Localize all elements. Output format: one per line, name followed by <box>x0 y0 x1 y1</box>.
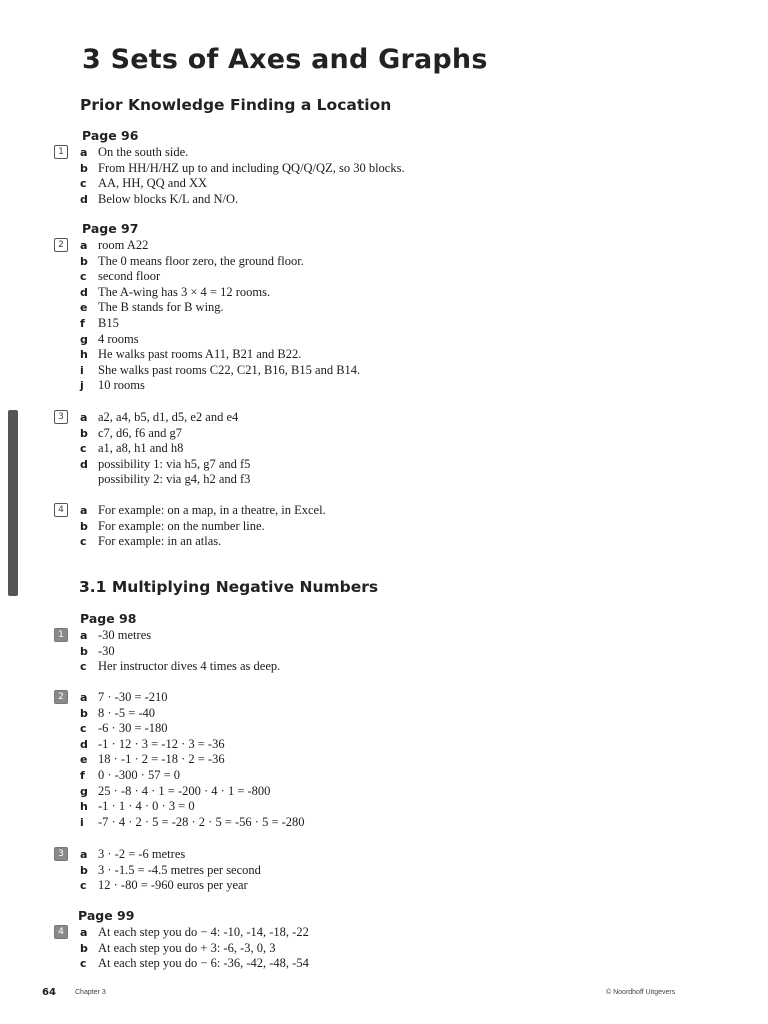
answer-text: From HH/H/HZ up to and including QQ/Q/QZ, so 30 blocks. <box>98 160 405 175</box>
answer-line <box>80 784 270 800</box>
answer-line <box>80 925 309 941</box>
section-title-multiplying-negative: 3.1 Multiplying Negative Numbers <box>79 578 379 596</box>
answer-letter: b <box>80 863 88 877</box>
answer-text: For example: on the number line. <box>98 518 265 533</box>
answer-line <box>80 878 248 894</box>
answer-text: The A-wing has 3 × 4 = 12 rooms. <box>98 284 271 299</box>
answer-letter: g <box>80 332 88 346</box>
answer-line <box>80 737 225 753</box>
answer-letter: c <box>80 270 87 284</box>
answer-line <box>80 426 182 442</box>
answer-text: She walks past rooms C22, C21, B16, B15 and B14. <box>98 362 361 377</box>
answer-letter: b <box>80 706 88 720</box>
answer-letter: c <box>80 722 87 736</box>
answer-text: On the south side. <box>98 145 189 159</box>
answer-text: 25 · -8 · 4 · 1 = -200 · 4 · 1 = -800 <box>98 783 271 798</box>
answer-line <box>80 145 188 161</box>
answer-line <box>80 285 270 301</box>
footer-credit: © Noordhoff Uitgevers <box>606 989 676 996</box>
answer-letter: e <box>80 301 88 315</box>
page-label-96: Page 96 <box>82 128 139 143</box>
answer-letter: d <box>80 285 88 299</box>
answer-letter: e <box>80 753 88 767</box>
question-number-badge: 1 <box>54 145 68 159</box>
answer-text: 12 · -80 = -960 euros per year <box>98 878 248 893</box>
answer-letter: c <box>80 442 87 456</box>
answer-text: -30 <box>98 643 115 658</box>
answer-line <box>80 254 304 270</box>
page-title: 3 Sets of Axes and Graphs <box>82 44 488 75</box>
answer-line <box>80 378 145 394</box>
answer-letter: b <box>80 644 88 658</box>
question-number-badge: 3 <box>54 410 68 424</box>
answer-line <box>80 768 180 784</box>
answer-text: a2, a4, b5, d1, d5, e2 and e4 <box>98 410 239 424</box>
answer-text: B15 <box>98 316 119 330</box>
answer-line <box>80 815 305 831</box>
answer-text: 3 · -2 = -6 metres <box>98 847 186 861</box>
section-title-prior-knowledge: Prior Knowledge Finding a Location <box>80 96 392 114</box>
answer-line <box>80 659 280 675</box>
answer-text: 10 rooms <box>98 378 145 393</box>
answer-line <box>80 441 183 457</box>
answer-text: -30 metres <box>98 628 152 642</box>
answer-text: 7 · -30 = -210 <box>98 690 168 704</box>
answer-letter: h <box>80 800 88 814</box>
answer-line <box>80 238 148 254</box>
answer-line <box>80 457 250 473</box>
answer-text: room A22 <box>98 238 149 252</box>
answer-line <box>80 347 301 363</box>
answer-line <box>80 847 185 863</box>
answer-letter: f <box>80 317 85 330</box>
question-number-badge: 2 <box>54 238 68 252</box>
answer-text: The 0 means floor zero, the ground floor. <box>98 253 304 268</box>
answer-text: Her instructor dives 4 times as deep. <box>98 659 281 674</box>
answer-text: For example: in an atlas. <box>98 534 222 549</box>
side-thumb-tab <box>8 410 18 596</box>
answer-text: For example: on a map, in a theatre, in Excel. <box>98 503 326 517</box>
answer-text: possibility 2: via g4, h2 and f3 <box>98 472 251 487</box>
answer-text: 4 rooms <box>98 331 139 346</box>
answer-line <box>80 721 168 737</box>
answer-line <box>80 410 238 426</box>
answer-letter: c <box>80 660 87 674</box>
answer-letter: a <box>80 629 88 642</box>
answer-text: The B stands for B wing. <box>98 300 224 315</box>
answer-letter: i <box>80 815 84 829</box>
answer-letter: a <box>80 691 88 704</box>
answer-letter: c <box>80 177 87 191</box>
answer-text: Below blocks K/L and N/O. <box>98 191 239 206</box>
footer-chapter: Chapter 3 <box>75 989 106 996</box>
page-label-99: Page 99 <box>78 908 135 923</box>
answer-letter: g <box>80 784 88 798</box>
answer-letter: c <box>80 535 87 549</box>
question-number-badge: 4 <box>54 503 68 517</box>
answer-line <box>80 644 115 660</box>
answer-line <box>80 519 265 535</box>
answer-text: AA, HH, QQ and XX <box>98 176 208 191</box>
page-label-98: Page 98 <box>80 611 137 626</box>
answer-text: At each step you do − 6: -36, -42, -48, -54 <box>98 956 309 971</box>
question-number-badge: 2 <box>54 690 68 704</box>
answer-letter: a <box>80 239 88 252</box>
answer-letter: c <box>80 879 87 893</box>
answer-line <box>80 192 238 208</box>
answer-letter: a <box>80 848 88 861</box>
answer-line <box>80 956 309 972</box>
answer-letter: b <box>80 161 88 175</box>
answer-line <box>80 176 207 192</box>
answer-line <box>80 706 155 722</box>
answer-letter: b <box>80 519 88 533</box>
answer-line <box>80 941 276 957</box>
answer-letter: j <box>80 379 84 393</box>
answer-line <box>80 628 151 644</box>
answer-letter: c <box>80 957 87 971</box>
answer-text: 3 · -1.5 = -4.5 metres per second <box>98 862 261 877</box>
answer-line <box>80 472 250 488</box>
answer-text: second floor <box>98 269 161 284</box>
page-label-97: Page 97 <box>82 221 139 236</box>
answer-letter: b <box>80 254 88 268</box>
answer-letter: a <box>80 504 88 517</box>
answer-letter: b <box>80 941 88 955</box>
answer-letter: d <box>80 457 88 471</box>
answer-text: c7, d6, f6 and g7 <box>98 425 183 440</box>
answer-text: He walks past rooms A11, B21 and B22. <box>98 347 302 362</box>
answer-text: -7 · 4 · 2 · 5 = -28 · 2 · 5 = -56 · 5 = -280 <box>98 814 305 829</box>
answer-letter: a <box>80 411 88 424</box>
answer-text: -6 · 30 = -180 <box>98 721 168 736</box>
answer-letter: f <box>80 769 85 782</box>
answer-text: possibility 1: via h5, g7 and f5 <box>98 456 251 471</box>
answer-line <box>80 300 224 316</box>
answer-letter: a <box>80 146 88 159</box>
answer-text: a1, a8, h1 and h8 <box>98 441 184 456</box>
answer-letter: d <box>80 737 88 751</box>
answer-line <box>80 316 119 332</box>
question-number-badge: 3 <box>54 847 68 861</box>
answer-line <box>80 534 221 550</box>
footer-page-number: 64 <box>42 987 56 998</box>
answer-letter: b <box>80 426 88 440</box>
answer-text: 8 · -5 = -40 <box>98 705 156 720</box>
answer-line <box>80 799 195 815</box>
answer-text: At each step you do + 3: -6, -3, 0, 3 <box>98 940 276 955</box>
answer-text: 18 · -1 · 2 = -18 · 2 = -36 <box>98 752 225 767</box>
answer-line <box>80 161 405 177</box>
answer-line <box>80 752 225 768</box>
answer-line <box>80 269 160 285</box>
answer-line <box>80 332 139 348</box>
question-number-badge: 1 <box>54 628 68 642</box>
question-number-badge: 4 <box>54 925 68 939</box>
answer-text: -1 · 1 · 4 · 0 · 3 = 0 <box>98 799 195 814</box>
answer-text: 0 · -300 · 57 = 0 <box>98 768 181 782</box>
answer-letter: a <box>80 926 88 939</box>
answer-line <box>80 363 360 379</box>
answer-line <box>80 863 261 879</box>
answer-line <box>80 690 168 706</box>
answer-letter: d <box>80 192 88 206</box>
answer-letter: h <box>80 348 88 362</box>
answer-text: -1 · 12 · 3 = -12 · 3 = -36 <box>98 736 225 751</box>
answer-letter: i <box>80 363 84 377</box>
answer-text: At each step you do − 4: -10, -14, -18, -22 <box>98 925 309 939</box>
answer-line <box>80 503 326 519</box>
